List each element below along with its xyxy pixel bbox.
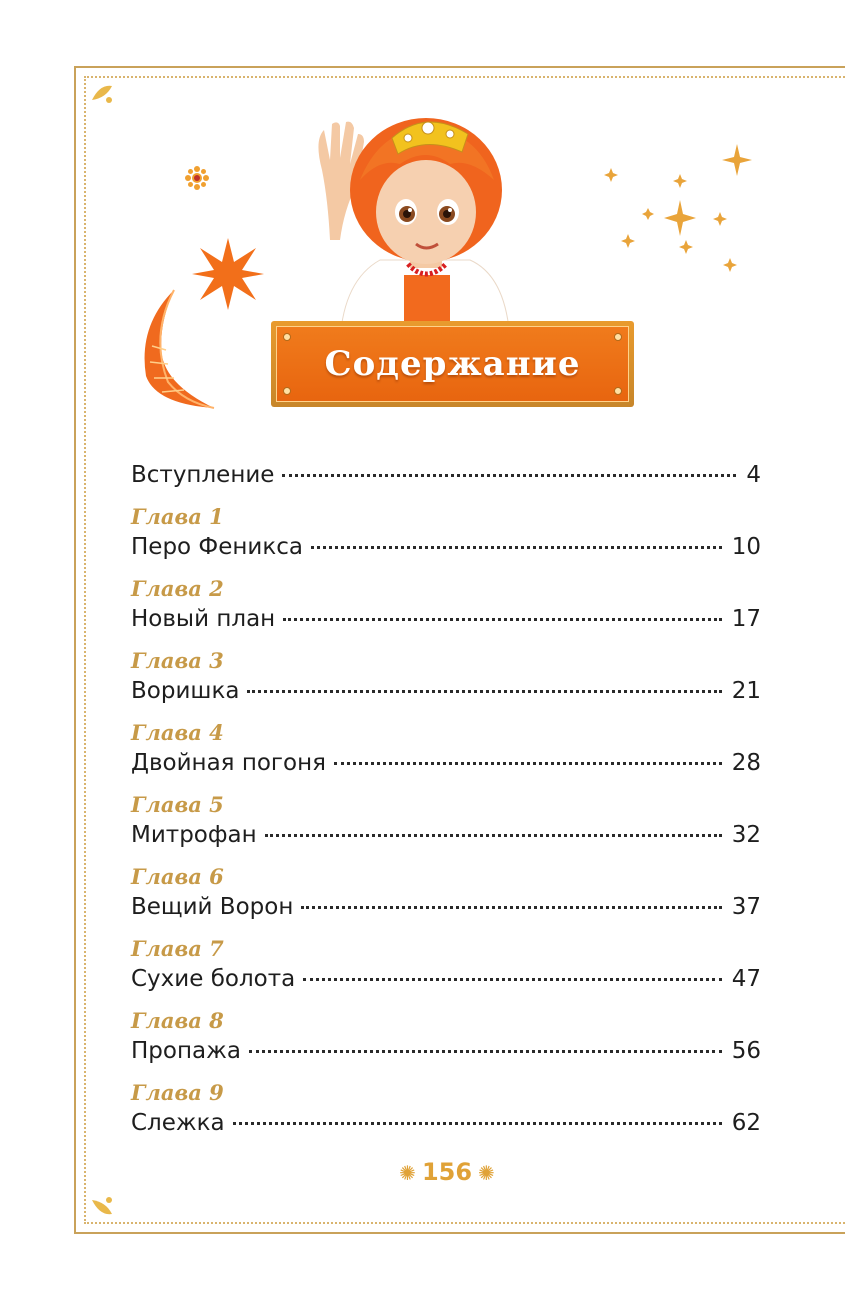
toc-entry[interactable] (131, 1038, 761, 1064)
title-banner-inner (276, 326, 629, 402)
dot-leader (303, 978, 722, 981)
chapter-label: Глава 9 (131, 1080, 224, 1105)
toc-entry-page: 47 (731, 966, 761, 992)
rivet-icon (283, 333, 291, 341)
toc-entry[interactable] (131, 966, 761, 992)
chapter-label: Глава 4 (131, 720, 224, 745)
toc-entry-title: Вещий Ворон (131, 894, 294, 920)
toc-entry-page: 10 (731, 534, 761, 560)
toc-entry-title: Вступление (131, 462, 275, 488)
chapter-label: Глава 2 (131, 576, 224, 601)
page-number-value: 156 (421, 1158, 473, 1186)
dot-leader (249, 1050, 722, 1053)
toc-entry-page: 32 (731, 822, 761, 848)
dot-leader (233, 1122, 722, 1125)
toc-entry-title: Новый план (131, 606, 276, 632)
chapter-label: Глава 3 (131, 648, 224, 673)
page-title: Содержание (324, 344, 581, 384)
chapter-label: Глава 1 (131, 504, 224, 529)
corner-leaf-icon (88, 1192, 116, 1220)
toc-entry-title: Митрофан (131, 822, 257, 848)
sun-icon: ✺ (399, 1161, 416, 1185)
chapter-label: Глава 5 (131, 792, 224, 817)
dot-leader (265, 834, 722, 837)
toc-entry-title: Пропажа (131, 1038, 241, 1064)
toc-entry[interactable] (131, 606, 761, 632)
sparkles-icon (596, 140, 766, 280)
toc-entry[interactable] (131, 1110, 761, 1136)
dot-leader (311, 546, 722, 549)
toc-entry-page: 4 (746, 462, 761, 488)
flower-icon (183, 164, 211, 192)
toc-entry-page: 37 (731, 894, 761, 920)
toc-entry-page: 62 (731, 1110, 761, 1136)
toc-entry-title: Слежка (131, 1110, 225, 1136)
girl-illustration (300, 100, 550, 340)
toc-entry-page: 28 (731, 750, 761, 776)
title-banner (271, 321, 634, 407)
corner-leaf-icon (88, 80, 116, 108)
chapter-label: Глава 8 (131, 1008, 224, 1033)
rivet-icon (283, 387, 291, 395)
toc-entry-title: Перо Феникса (131, 534, 303, 560)
dot-leader (334, 762, 722, 765)
toc-entry[interactable] (131, 534, 761, 560)
toc-entry-title: Двойная погоня (131, 750, 326, 776)
dot-leader (283, 618, 722, 621)
toc-entry-title: Воришка (131, 678, 240, 704)
dot-leader (301, 906, 721, 909)
rivet-icon (614, 387, 622, 395)
toc-entry[interactable] (131, 750, 761, 776)
toc-entry-page: 21 (731, 678, 761, 704)
dot-leader (247, 690, 721, 693)
dot-leader (282, 474, 736, 477)
toc-entry[interactable] (131, 894, 761, 920)
toc-entry-intro[interactable] (131, 462, 761, 488)
feather-icon (128, 286, 224, 416)
toc-entry-title: Сухие болота (131, 966, 296, 992)
toc-entry-page: 56 (731, 1038, 761, 1064)
sun-icon: ✺ (478, 1161, 495, 1185)
toc-entry[interactable] (131, 822, 761, 848)
chapter-label: Глава 6 (131, 864, 224, 889)
toc-entry-page: 17 (731, 606, 761, 632)
page-number (0, 1158, 845, 1186)
chapter-label: Глава 7 (131, 936, 224, 961)
rivet-icon (614, 333, 622, 341)
toc-entry[interactable] (131, 678, 761, 704)
